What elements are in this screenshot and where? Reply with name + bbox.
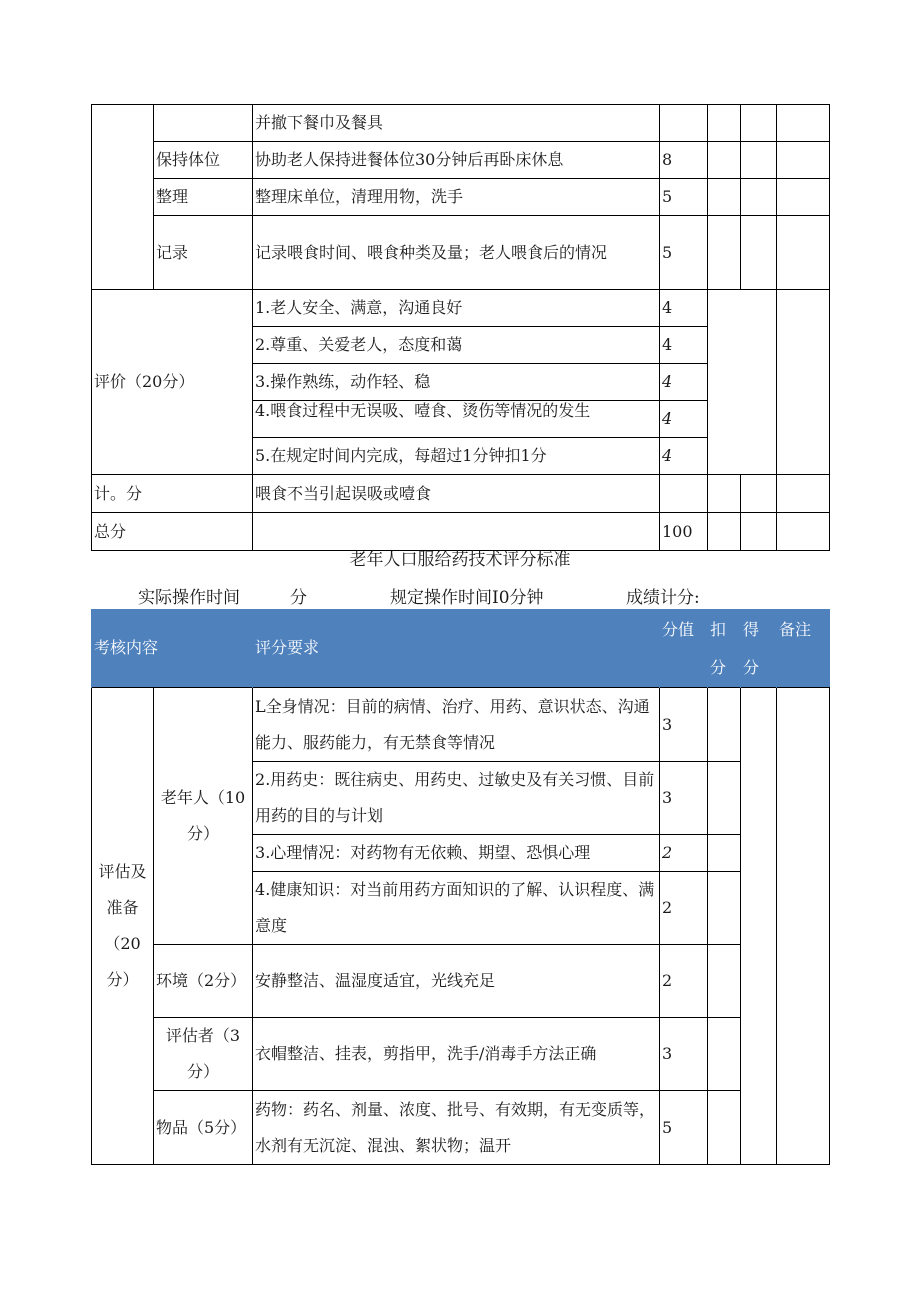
actual-time-label: 实际操作时间 bbox=[138, 588, 240, 608]
get-cell bbox=[741, 513, 777, 551]
oral-medication-score-table bbox=[91, 609, 830, 1165]
header-note: 备注 bbox=[777, 609, 830, 688]
items-score: 5 bbox=[660, 1091, 708, 1165]
total-score: 100 bbox=[660, 513, 708, 551]
table-header-row bbox=[92, 609, 830, 688]
deduct-cell bbox=[708, 179, 741, 216]
score-label: 成绩计分: bbox=[626, 588, 700, 608]
elder-item: 4.健康知识：对当前用药方面知识的了解、认识程度、满意度 bbox=[253, 872, 660, 945]
table-row bbox=[92, 1091, 830, 1165]
item-cell: 保持体位 bbox=[154, 142, 253, 179]
header-content: 考核内容 bbox=[92, 609, 253, 688]
table-row bbox=[92, 179, 830, 216]
deduct-cell bbox=[708, 835, 741, 872]
total-label: 总分 bbox=[92, 513, 253, 551]
eval-score: 4 bbox=[660, 327, 708, 364]
table-row bbox=[92, 513, 830, 551]
table-row bbox=[92, 945, 830, 1018]
eval-score: 4 bbox=[660, 401, 708, 438]
items-text: 药物：药名、剂量、浓度、批号、有效期，有无变质等，水剂有无沉淀、混浊、絮状物；温开 bbox=[253, 1091, 660, 1165]
eval-note-cell bbox=[777, 290, 830, 475]
deduct-cell bbox=[708, 216, 741, 290]
deduct-cell bbox=[708, 1091, 741, 1165]
header-get: 得分 bbox=[741, 609, 777, 688]
required-time-label: 规定操作时间I0分钟 bbox=[390, 588, 544, 608]
items-label: 物品（5分） bbox=[154, 1091, 253, 1165]
section-cell-blank bbox=[92, 105, 154, 290]
note-cell bbox=[777, 688, 830, 1165]
table-row bbox=[92, 1018, 830, 1091]
eval-item: 3.操作熟练，动作轻、稳 bbox=[253, 364, 660, 401]
eval-item: 1.老人安全、满意，沟通良好 bbox=[253, 290, 660, 327]
deduct-cell bbox=[708, 142, 741, 179]
get-cell bbox=[741, 688, 777, 1165]
eval-score: 4 bbox=[660, 364, 708, 401]
elder-item: L全身情况：目前的病情、治疗、用药、意识状态、沟通能力、服药能力，有无禁食等情况 bbox=[253, 688, 660, 762]
content-cell: 整理床单位，清理用物，洗手 bbox=[253, 179, 660, 216]
header-score: 分值 bbox=[660, 609, 708, 688]
env-label: 环境（2分） bbox=[154, 945, 253, 1018]
env-text: 安静整洁、温湿度适宜，光线充足 bbox=[253, 945, 660, 1018]
elder-score: 3 bbox=[660, 688, 708, 762]
table-row bbox=[92, 105, 830, 142]
evaluation-label: 评价（20分） bbox=[92, 290, 253, 475]
elder-score: 3 bbox=[660, 762, 708, 835]
note-cell bbox=[777, 105, 830, 142]
score-cell: 5 bbox=[660, 216, 708, 290]
get-cell bbox=[741, 216, 777, 290]
elder-label: 老年人（10分） bbox=[154, 688, 253, 945]
table-row bbox=[92, 216, 830, 290]
header-deduct: 扣分 bbox=[708, 609, 741, 688]
get-cell bbox=[741, 179, 777, 216]
page-title: 老年人口服给药技术评分标准 bbox=[349, 550, 571, 570]
fail-label: 计。分 bbox=[92, 475, 253, 513]
env-score: 2 bbox=[660, 945, 708, 1018]
table-row bbox=[92, 290, 830, 327]
eval-item: 2.尊重、关爱老人，态度和蔼 bbox=[253, 327, 660, 364]
deduct-cell bbox=[708, 1018, 741, 1091]
deduct-cell bbox=[708, 475, 741, 513]
score-cell: 8 bbox=[660, 142, 708, 179]
content-cell: 并撤下餐巾及餐具 bbox=[253, 105, 660, 142]
eval-item: 5.在规定时间内完成，每超过1分钟扣1分 bbox=[253, 438, 660, 475]
feeding-score-table-continued bbox=[91, 104, 830, 551]
elder-item: 3.心理情况：对药物有无依赖、期望、恐惧心理 bbox=[253, 835, 660, 872]
header-requirement: 评分要求 bbox=[253, 609, 660, 688]
deduct-cell bbox=[708, 762, 741, 835]
fail-content: 喂食不当引起误吸或噎食 bbox=[253, 475, 660, 513]
item-cell: 整理 bbox=[154, 179, 253, 216]
deduct-cell bbox=[708, 688, 741, 762]
content-cell: 记录喂食时间、喂食种类及量；老人喂食后的情况 bbox=[253, 216, 660, 290]
minutes-label: 分 bbox=[290, 588, 307, 608]
content-cell: 协助老人保持进餐体位30分钟后再卧床休息 bbox=[253, 142, 660, 179]
eval-score: 4 bbox=[660, 438, 708, 475]
eval-score: 4 bbox=[660, 290, 708, 327]
get-cell bbox=[741, 105, 777, 142]
note-cell bbox=[777, 179, 830, 216]
group-label: 评估及准备（20分） bbox=[92, 688, 154, 1165]
table-row bbox=[92, 688, 830, 762]
note-cell bbox=[777, 475, 830, 513]
get-cell bbox=[741, 142, 777, 179]
score-cell: 5 bbox=[660, 179, 708, 216]
deduct-cell bbox=[708, 105, 741, 142]
table-row bbox=[92, 142, 830, 179]
get-cell bbox=[741, 475, 777, 513]
item-cell: 记录 bbox=[154, 216, 253, 290]
item-cell-blank bbox=[154, 105, 253, 142]
eval-item-text: 4.喂食过程中无误吸、噎食、烫伤等情况的发生 bbox=[255, 402, 591, 420]
assessor-label: 评估者（3分） bbox=[154, 1018, 253, 1091]
deduct-cell bbox=[708, 513, 741, 551]
score-cell bbox=[660, 475, 708, 513]
note-cell bbox=[777, 513, 830, 551]
elder-score: 2 bbox=[660, 835, 708, 872]
elder-score: 2 bbox=[660, 872, 708, 945]
note-cell bbox=[777, 216, 830, 290]
total-content bbox=[253, 513, 660, 551]
table-row bbox=[92, 475, 830, 513]
elder-item: 2.用药史：既往病史、用药史、过敏史及有关习惯、目前用药的目的与计划 bbox=[253, 762, 660, 835]
deduct-cell bbox=[708, 872, 741, 945]
assessor-text: 衣帽整洁、挂表，剪指甲，洗手/消毒手方法正确 bbox=[253, 1018, 660, 1091]
deduct-cell bbox=[708, 945, 741, 1018]
assessor-score: 3 bbox=[660, 1018, 708, 1091]
eval-deduct-cell bbox=[708, 290, 777, 475]
note-cell bbox=[777, 142, 830, 179]
score-cell bbox=[660, 105, 708, 142]
eval-item bbox=[253, 401, 660, 438]
